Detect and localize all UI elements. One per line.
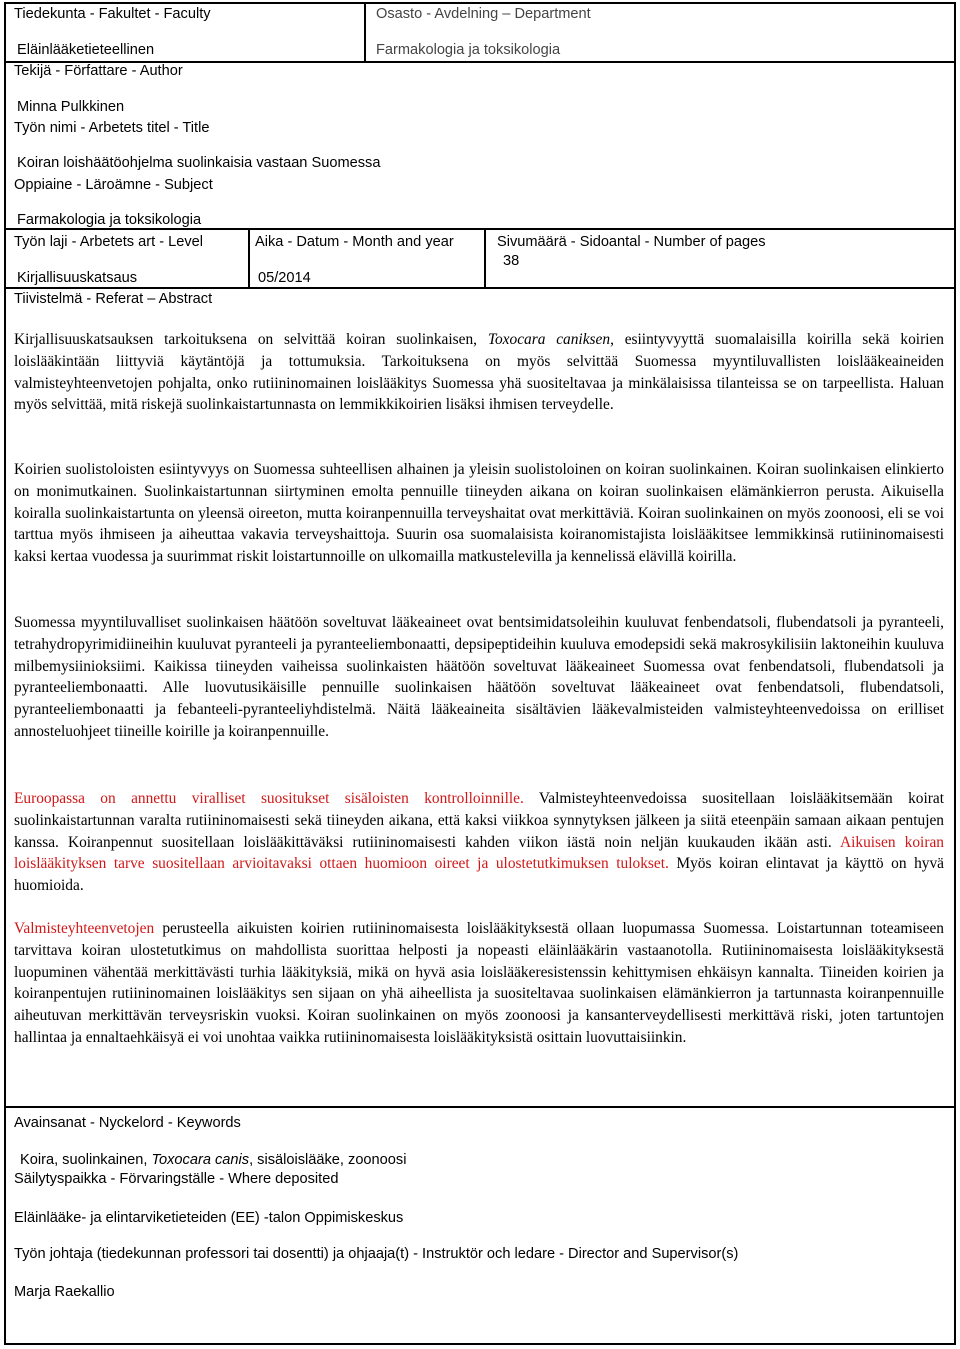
faculty-label: Tiedekunta - Fakultet - Faculty [14,6,211,22]
abstract-paragraph-4: Euroopassa on annettu viralliset suositukset sisäloisten kontrolloinnille. Valmisteyhteenvedoissa suositellaan loislääkitsemään koirat suolinkaistartunnan varalta rutiininomaisesti sekä tiineyden aikana, että kaksi viikkoa synnytyksen jälkeen ja siitä eteenpäin samaan aikaan pentujen kanssa. Koiranpennut suositellaan loislääkittäväksi rutiininomaisesti kahden viikon iästä noin neljän kuukauden ikään asti. Aikuisen koiran loislääkityksen tarve suositellaan arvioitavaksi ottaen huomioon oireet ja ulostetutkimuksen tulokset. Myös koiran elintavat ja käyttö on hyvä huomioida. [14,790,944,895]
abstract-paragraph-3: Suomessa myyntiluvalliset suolinkaisen häätöön soveltuvat lääkeaineet ovat bentsimidatsoleihin kuuluvat fenbendatsoli, flubendatsoli ja pyranteeli, tetrahydropyrimidiineihin kuuluvat pyranteeli ja pyranteeliembonaatti, depsipeptideihin kuuluva emodepsidi sekä makrosykilisiin laktoneihin kuuluva milbemysiinioksiimi. Kaikissa tiineyden vaiheissa suolinkaisten häätöön soveltuvat lääkeaineet Suomessa ovat fenbendatsoli, flubendatsoli ja pyranteeliembonaatti. Alle luovutusikäisille pennuille suolinkaisen häätöön soveltuvat lääkeaineet ovat fenbendatsoli, flubendatsoli, pyranteeliembonaatti ja febanteeli-pyranteeliyhdistelmä. Näitä lääkeaineita sisältävien lääkevalmisteiden valmisteyhteenvedoissa on erilliset annosteluohjeet tiineille koirille ja koiranpennuille. [14,614,944,740]
abstract-paragraph-5: Valmisteyhteenvetojen perusteella aikuisten koirien rutiininomaisesta loislääkityksestä ollaan luopumassa Suomessa. Loistartunnan toteamiseen tarvittava koiran ulostetutkimus on mahdollista suorittaa helposti ja nopeasti eläinlääkärin vastaanotolla. Rutiininomaisesta loislääkityksestä luopuminen vähentää merkittävästi turhia lääkityksiä, mikä on hyvä asia loislääkeresistenssin kehittymisen ehkäisyn kannalta. Tiineiden koirien ja koiranpentujen rutiininomainen loislääkitys sen sijaan on yhä aiheellista ja suositeltavaa suolinkaisen elämänkierron ja tartunnasta koiranpennuille aiheutuvan merkittävän terveysriskin vuoksi. Koiran suolinkainen on myös zoonoosi ja kansanterveydellisesti merkittävä riski, joten tartuntojen hallintaa ja ennaltaehkäisyä ei voi unohtaa vaikka rutiininomaisesta loislääkityksistä osittain luovuttaisiinkin. [14,920,944,1046]
deposited-value: Eläinlääke- ja elintarviketieteiden (EE) -talon Oppimiskeskus [14,1210,404,1226]
department-label: Osasto - Avdelning – Department [376,6,591,22]
level-label: Työn laji - Arbetets art - Level [14,234,203,250]
abstract-paragraph-2: Koirien suolistoloisten esiintyvyys on Suomessa suhteellisen alhainen ja yleisin suolistoloinen on koiran suolinkainen. Koiran suolinkaisen elinkierto on monimutkainen. Suolinkaistartunnan siirtyminen emolta pennuille tiineyden aikana on koiran suolinkaisen elämänkierron perusta. Aikuisella koiralla suolinkaistartunta on yleensä oireeton, mutta koiranpennuilla terveyshaitat ovat merkittäviä. Koiran suolinkainen on myös zoonoosi, eli se voi tarttua myös ihmiseen ja aiheuttaa vakavia terveyshaittoja. Suurin osa suomalaisista koiranomistajista loislääkitsee lemmikkinsä rutiininomaisesti kaksi kertaa vuodessa ja suurimmat riskit loistartunnoille on ulkomailla matkustelevilla ja kennelissä elävillä koirilla. [14,461,944,566]
species-name-italic: Toxocara caniksen [487,331,611,348]
keywords-value: Koira, suolinkainen, Toxocara canis, sisäloislääke, zoonoosi [20,1152,407,1168]
highlighted-text: Valmisteyhteenvetojen [14,920,155,937]
supervisor-label: Työn johtaja (tiedekunnan professori tai dosentti) ja ohjaaja(t) - Instruktör och ledare - Director and Supervisor(s) [14,1246,739,1262]
date-pages-divider [484,228,486,288]
abstract-label: Tiivistelmä - Referat – Abstract [14,291,213,307]
highlighted-text: Aikuisen koiran loislääkityksen tarve suositellaan arvioitavaksi ottaen huomioon oireet ja ulostetutkimuksen tulokset. [14,833,944,873]
header-column-divider [364,2,366,63]
deposited-label: Säilytyspaikka - Förvaringställe - Where deposited [14,1171,339,1187]
highlighted-text: Euroopassa on annettu viralliset suositukset sisäloisten kontrolloinnille. [14,790,524,807]
title-label: Työn nimi - Arbetets titel - Title [14,120,210,136]
level-date-divider [248,228,250,288]
subject-label: Oppiaine - Läroämne - Subject [14,177,213,193]
subject-value: Farmakologia ja toksikologia [17,212,202,228]
abstract-section-divider [4,287,956,289]
keywords-section-divider [4,1106,956,1108]
pages-label: Sivumäärä - Sidoantal - Number of pages [497,234,766,250]
supervisor-value: Marja Raekallio [14,1284,115,1300]
level-value: Kirjallisuuskatsaus [17,270,138,286]
department-value: Farmakologia ja toksikologia [376,42,561,58]
title-value: Koiran loishäätöohjelma suolinkaisia vastaan Suomessa [17,155,381,171]
keywords-label: Avainsanat - Nyckelord - Keywords [14,1115,241,1131]
author-label: Tekijä - Författare - Author [14,63,183,79]
author-value: Minna Pulkkinen [17,99,125,115]
faculty-value: Eläinlääketieteellinen [17,42,155,58]
date-value: 05/2014 [258,270,311,286]
abstract-paragraph-1: Kirjallisuuskatsauksen tarkoituksena on selvittää koiran suolinkaisen, Toxocara caniksen, esiintyvyyttä suomalaisilla koirilla sekä koirien loislääkintään liittyviä käytäntöjä ja tottumuksia. Tarkoituksena on myös selvittää Suomessa myyntiluvallisten loislääkeaineiden valmisteyhteenvetojen pohjalta, onko rutiininomainen loislääkitys Suomessa yhä suositeltavaa ja minkälaisissa tilanteissa se on tarpeellista. Haluan myös selvittää, mitä riskejä suolinkaistartunnasta on lemmikkikoirien lisäksi ihmisen terveydelle. [14,331,945,414]
pages-value: 38 [503,253,520,269]
date-label: Aika - Datum - Month and year [255,234,454,250]
